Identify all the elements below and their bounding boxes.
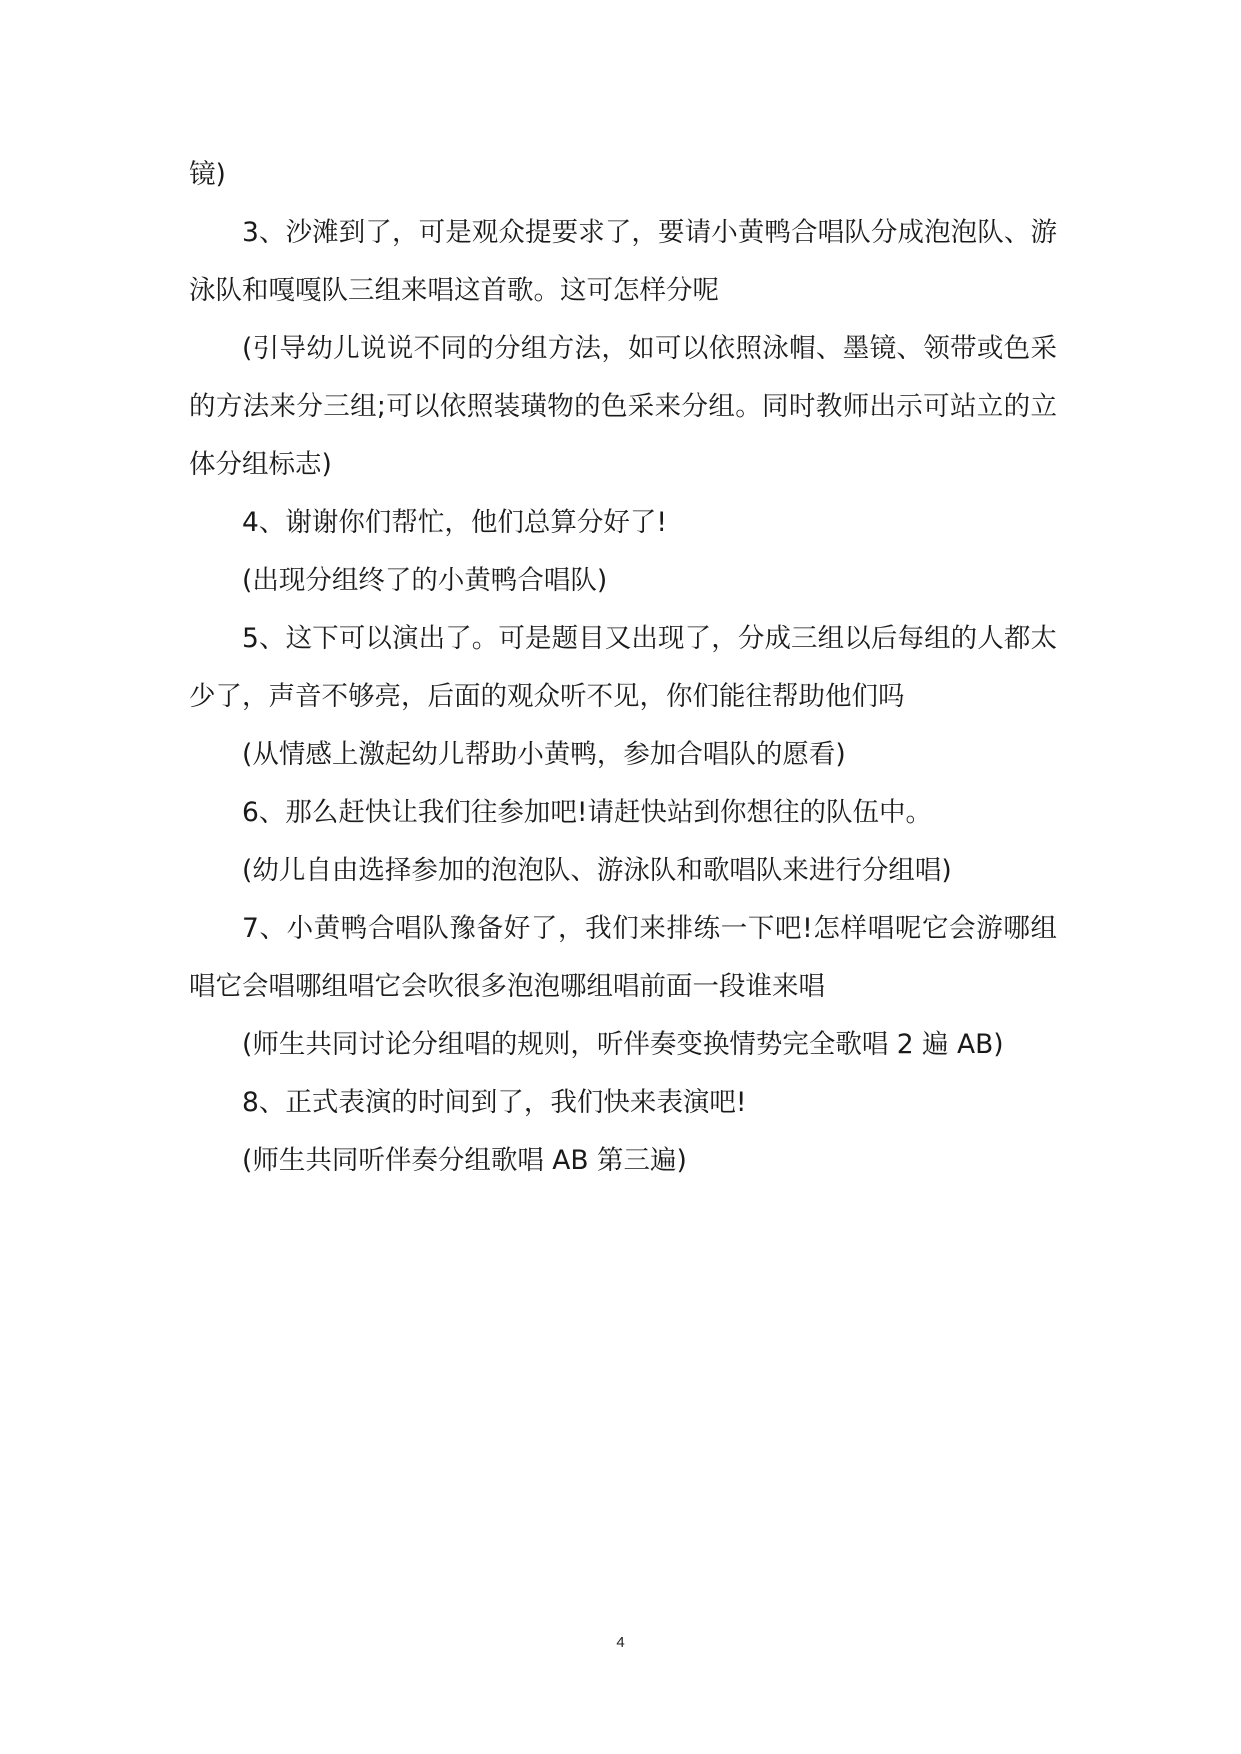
- document-body: [189, 146, 1057, 1190]
- paragraph-note-rules: (师生共同讨论分组唱的规则，听伴奏变换情势完全歌唱 2 遍 AB): [242, 1029, 1004, 1060]
- paragraph-note-choir-appears: (出现分组终了的小黄鸭合唱队): [242, 565, 608, 596]
- paragraph-step-5: 5、这下可以演出了。可是题目又出现了，分成三组以后每组的人都太少了，声音不够亮，后面的观众听不见，你们能往帮助他们吗: [189, 623, 1057, 712]
- paragraph-step-3: 3、沙滩到了，可是观众提要求了，要请小黄鸭合唱队分成泡泡队、游泳队和嘎嘎队三组来唱这首歌。这可怎样分呢: [189, 217, 1057, 306]
- paragraph-step-4: 4、谢谢你们帮忙，他们总算分好了!: [242, 507, 667, 538]
- paragraph-step-7: 7、小黄鸭合唱队豫备好了，我们来排练一下吧!怎样唱呢它会游哪组唱它会唱哪组唱它会吹很多泡泡哪组唱前面一段谁来唱: [189, 913, 1057, 1002]
- paragraph-step-8: 8、正式表演的时间到了，我们快来表演吧!: [242, 1087, 747, 1118]
- paragraph-note-third-time: (师生共同听伴奏分组歌唱 AB 第三遍): [242, 1145, 687, 1176]
- paragraph-note-free-choice: (幼儿自由选择参加的泡泡队、游泳队和歌唱队来进行分组唱): [242, 855, 952, 886]
- paragraph-step-6: 6、那么赶快让我们往参加吧!请赶快站到你想往的队伍中。: [242, 797, 932, 828]
- paragraph-continuation: 镜): [189, 159, 226, 190]
- paragraph-note-emotion: (从情感上激起幼儿帮助小黄鸭，参加合唱队的愿看): [242, 739, 846, 770]
- page-number: 4: [616, 1634, 625, 1651]
- paragraph-note-grouping-methods: (引导幼儿说说不同的分组方法，如可以依照泳帽、墨镜、领带或色采的方法来分三组;可以依照装璜物的色采来分组。同时教师出示可站立的立体分组标志): [189, 333, 1057, 480]
